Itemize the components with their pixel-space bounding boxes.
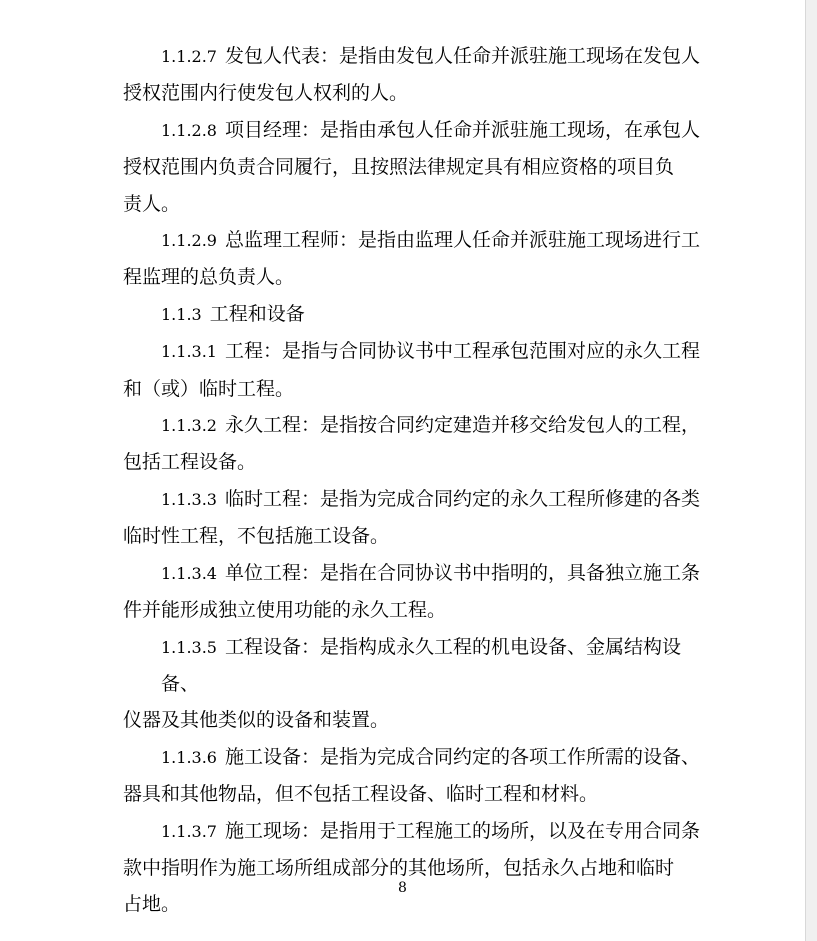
clause-continuation-line bbox=[123, 371, 703, 407]
clause-first-line bbox=[123, 407, 703, 444]
clause-number: 1.1.3.1 bbox=[161, 342, 217, 362]
clause-continuation-line bbox=[123, 776, 703, 812]
clause-text: 器具和其他物品，但不包括工程设备、临时工程和材料。 bbox=[123, 783, 599, 806]
clause-continuation-line bbox=[123, 518, 703, 554]
clause-text: 款中指明作为施工场所组成部分的其他场所，包括永久占地和临时 bbox=[123, 856, 675, 879]
clause-number: 1.1.3.6 bbox=[161, 747, 217, 767]
clause-text: 仪器及其他类似的设备和装置。 bbox=[123, 709, 390, 732]
clause-number: 1.1.3.2 bbox=[161, 416, 217, 436]
clause-text: 临时工程：是指为完成合同约定的永久工程所修建的各类 bbox=[224, 487, 700, 510]
clause-paragraph bbox=[123, 112, 703, 222]
clause-text: 件并能形成独立使用功能的永久工程。 bbox=[123, 599, 447, 622]
clause-paragraph bbox=[123, 296, 703, 333]
clause-text: 永久工程：是指按合同约定建造并移交给发包人的工程， bbox=[224, 414, 700, 437]
clause-text: 项目经理：是指由承包人任命并派驻施工现场，在承包人 bbox=[224, 118, 700, 141]
clause-continuation-line bbox=[123, 444, 703, 480]
clause-text: 工程：是指与合同协议书中工程承包范围对应的永久工程 bbox=[224, 340, 700, 363]
clause-first-line bbox=[123, 481, 703, 518]
clause-paragraph bbox=[123, 813, 703, 923]
clause-number: 1.1.3.3 bbox=[161, 489, 217, 509]
clause-number: 1.1.3.4 bbox=[161, 563, 217, 583]
clause-paragraph bbox=[123, 38, 703, 112]
clause-first-line bbox=[123, 555, 703, 592]
clause-continuation-line bbox=[123, 186, 703, 222]
clause-text: 施工现场：是指用于工程施工的场所，以及在专用合同条 bbox=[224, 819, 700, 842]
clause-continuation-line bbox=[123, 149, 703, 185]
clause-first-line bbox=[123, 813, 703, 850]
clause-paragraph bbox=[123, 739, 703, 813]
clause-text: 发包人代表：是指由发包人任命并派驻施工现场在发包人 bbox=[224, 45, 700, 67]
clause-first-line bbox=[123, 296, 703, 333]
clause-first-line bbox=[123, 629, 703, 703]
page-edge-shadow bbox=[805, 0, 817, 941]
clause-text: 占地。 bbox=[123, 893, 181, 916]
clause-text: 施工设备：是指为完成合同约定的各项工作所需的设备、 bbox=[224, 745, 700, 768]
clause-text: 授权范围内行使发包人权利的人。 bbox=[123, 82, 409, 105]
clause-text: 包括工程设备。 bbox=[123, 451, 257, 474]
clause-continuation-line bbox=[123, 702, 703, 738]
clause-first-line bbox=[123, 333, 703, 370]
clause-text: 和（或）临时工程。 bbox=[123, 377, 295, 400]
clause-text: 单位工程：是指在合同协议书中指明的，具备独立施工条 bbox=[224, 561, 700, 584]
document-body bbox=[123, 38, 703, 923]
clause-text: 总监理工程师：是指由监理人任命并派驻施工现场进行工 bbox=[224, 229, 700, 252]
clause-number: 1.1.2.9 bbox=[161, 231, 217, 251]
clause-number: 1.1.2.7 bbox=[161, 47, 217, 66]
clause-paragraph bbox=[123, 555, 703, 629]
clause-paragraph bbox=[123, 333, 703, 407]
clause-text: 程监理的总负责人。 bbox=[123, 266, 295, 289]
clause-first-line bbox=[123, 112, 703, 149]
clause-text: 工程和设备 bbox=[209, 302, 305, 325]
clause-first-line bbox=[123, 222, 703, 259]
clause-text: 工程设备：是指构成永久工程的机电设备、金属结构设备、 bbox=[161, 635, 681, 695]
clause-number: 1.1.3 bbox=[161, 304, 202, 324]
page-number: 8 bbox=[398, 880, 407, 896]
clause-text: 责人。 bbox=[123, 192, 181, 215]
clause-paragraph bbox=[123, 481, 703, 555]
clause-number: 1.1.2.8 bbox=[161, 120, 217, 140]
clause-number: 1.1.3.5 bbox=[161, 637, 217, 657]
clause-paragraph bbox=[123, 629, 703, 739]
clause-first-line bbox=[123, 38, 703, 75]
clause-paragraph bbox=[123, 222, 703, 296]
clause-first-line bbox=[123, 739, 703, 776]
clause-continuation-line bbox=[123, 592, 703, 628]
clause-continuation-line bbox=[123, 75, 703, 111]
clause-number: 1.1.3.7 bbox=[161, 821, 217, 841]
clause-paragraph bbox=[123, 407, 703, 481]
clause-text: 授权范围内负责合同履行，且按照法律规定具有相应资格的项目负 bbox=[123, 156, 675, 179]
clause-continuation-line bbox=[123, 259, 703, 295]
clause-text: 临时性工程，不包括施工设备。 bbox=[123, 525, 390, 548]
